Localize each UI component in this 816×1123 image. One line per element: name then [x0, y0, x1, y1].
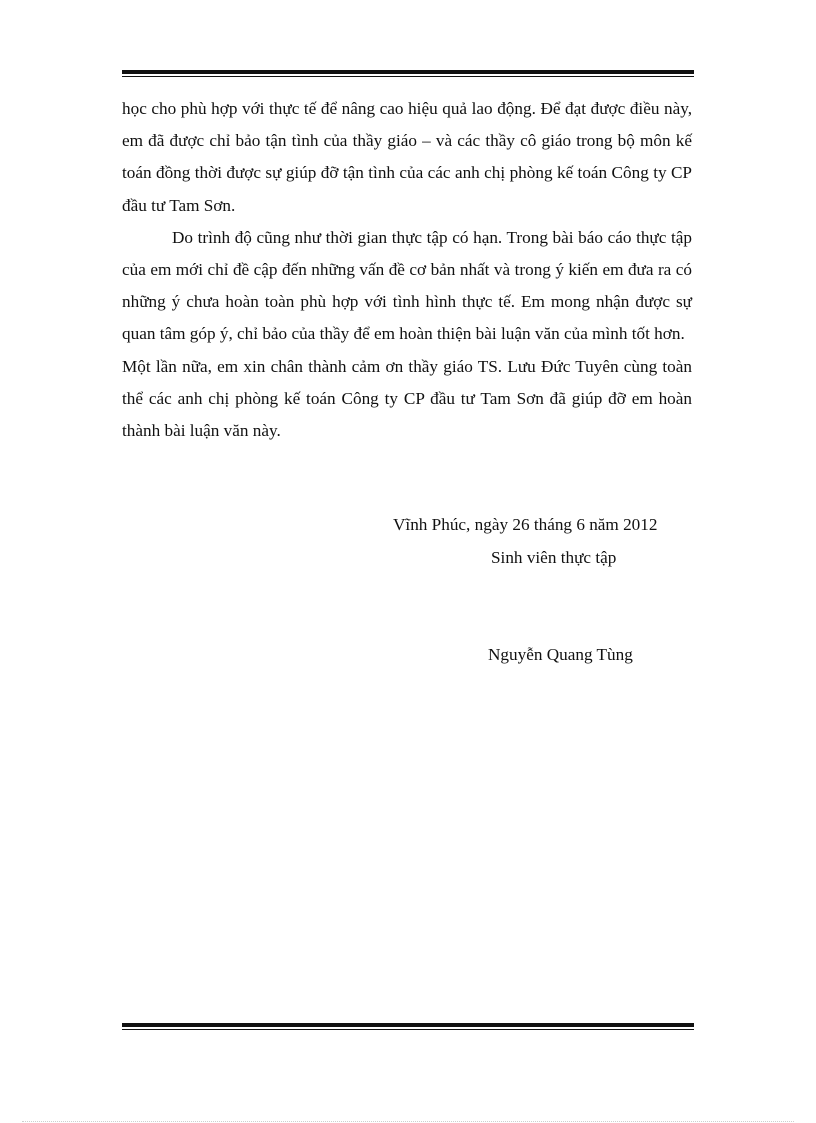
signature-role: Sinh viên thực tập — [491, 548, 617, 567]
page-edge-divider — [22, 1121, 794, 1122]
signature-name: Nguyễn Quang Tùng — [488, 645, 633, 664]
header-rule — [122, 70, 694, 77]
paragraph-thanks: Một lần nữa, em xin chân thành cảm ơn thầy giáo TS. Lưu Đức Tuyên cùng toàn thể các anh chị phòng kế toán Công ty CP đầu tư Tam Sơn đã giúp đỡ em hoàn thành bài luận văn này. — [122, 356, 692, 441]
paragraph-limitations: Do trình độ cũng như thời gian thực tập có hạn. Trong bài báo cáo thực tập của em mới chỉ đề cập đến những vấn đề cơ bản nhất và trong ý kiến em đưa ra có những ý chưa hoàn toàn phù hợp với tình hình thực tế. Em mong nhận được sự quan tâm góp ý, chỉ bảo của thầy để em hoàn thiện bài luận văn của mình tốt hơn. — [122, 227, 692, 344]
footer-rule — [122, 1023, 694, 1030]
body-text — [122, 93, 692, 447]
paragraph-continuation: học cho phù hợp với thực tế để nâng cao hiệu quả lao động. Để đạt được điều này, em đã được chỉ bảo tận tình của thầy giáo – và các thầy cô giáo trong bộ môn kế toán đồng thời được sự giúp đỡ tận tình của các anh chị phòng kế toán Công ty CP đầu tư Tam Sơn. — [122, 99, 692, 215]
signature-place-date: Vĩnh Phúc, ngày 26 tháng 6 năm 2012 — [393, 515, 658, 534]
